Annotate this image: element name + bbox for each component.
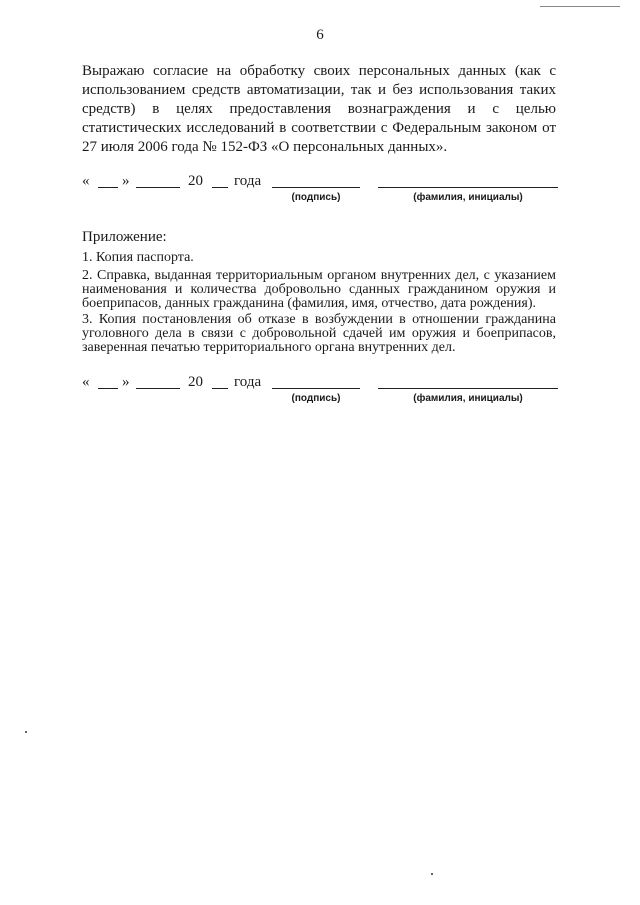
- scan-edge-mark: [540, 6, 620, 7]
- quote-open: «: [82, 374, 90, 390]
- quote-close: »: [122, 374, 130, 390]
- name-caption: (фамилия, инициалы): [413, 393, 523, 404]
- appendix-item: 1. Копия паспорта.: [82, 250, 194, 265]
- name-blank: [378, 187, 558, 188]
- day-blank: [98, 187, 118, 188]
- year-blank: [212, 388, 228, 389]
- consent-paragraph: Выражаю согласие на обработку своих персональных данных (как с использованием средств автоматизации, так и без использования таких средств) в целях предоставления вознаграждения и с целью статистических исследований в соответствии с Федеральным законом от 27 июля 2006 года № 152-ФЗ «О персональных данных».: [82, 63, 556, 155]
- name-caption: (фамилия, инициалы): [413, 192, 523, 203]
- appendix-item: 3. Копия постановления об отказе в возбуждении в отношении гражданина уголовного дела в связи с добровольной сдачей им оружия и боеприпасов, заверенная печатью территориального органа внутренних дел.: [82, 312, 556, 355]
- day-blank: [98, 388, 118, 389]
- signature-caption: (подпись): [291, 393, 341, 404]
- year-word: года: [234, 374, 262, 390]
- signature-blank: [272, 187, 360, 188]
- scan-speck: [25, 731, 27, 733]
- signature-blank: [272, 388, 360, 389]
- page-number: 6: [316, 27, 324, 43]
- quote-open: «: [82, 173, 90, 189]
- year-word: года: [234, 173, 262, 189]
- scan-speck: [431, 873, 433, 875]
- month-blank: [136, 388, 180, 389]
- signature-row-2: [82, 374, 562, 408]
- signature-row-1: [82, 173, 562, 207]
- appendix-item: 2. Справка, выданная территориальным органом внутренних дел, с указанием наименования и количества добровольно сданных гражданином оружия и боеприпасов, данных гражданина (фамилия, имя, отчество, дата рождения).: [82, 268, 556, 311]
- year-prefix: 20: [188, 374, 203, 390]
- signature-caption: (подпись): [291, 192, 341, 203]
- appendix-heading: Приложение:: [82, 229, 167, 245]
- name-blank: [378, 388, 558, 389]
- year-blank: [212, 187, 228, 188]
- year-prefix: 20: [188, 173, 203, 189]
- month-blank: [136, 187, 180, 188]
- quote-close: »: [122, 173, 130, 189]
